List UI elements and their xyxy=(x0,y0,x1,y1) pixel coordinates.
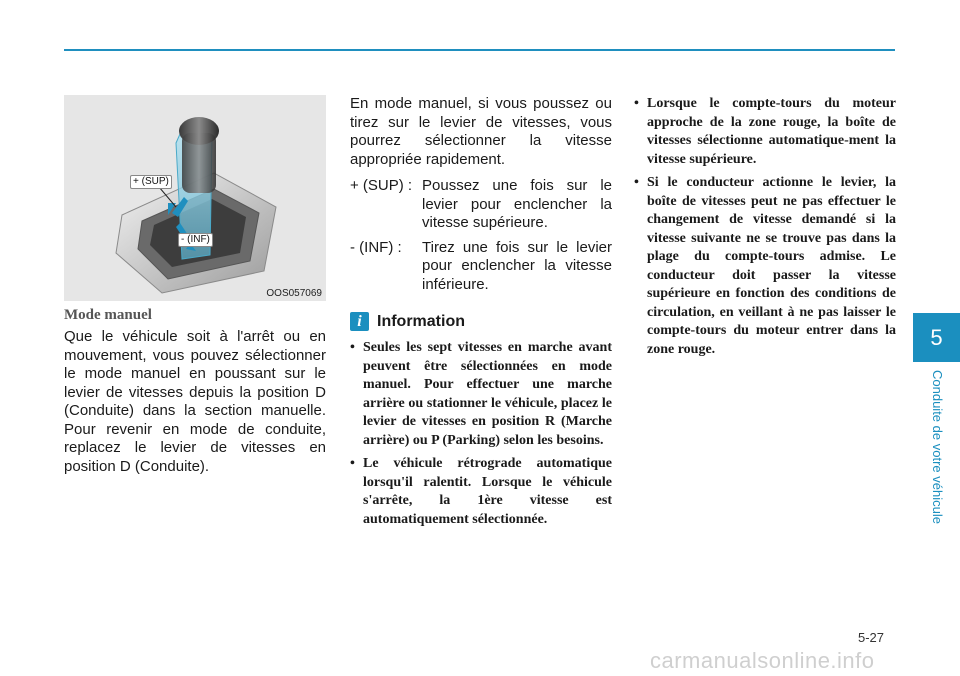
definition-row xyxy=(350,177,612,233)
watermark: carmanualsonline.info xyxy=(650,648,875,673)
information-header xyxy=(350,312,612,331)
list-item: • Lorsque le compte-tours du moteur approche de la zone rouge, la boîte de vitesses sélectionne automatique-ment la vitesse supérieure. xyxy=(634,95,896,169)
manual-mode-paragraph: Que le véhicule soit à l'arrêt ou en mouvement, vous pouvez sélectionner le mode manuel en poussant sur le levier de vitesses depuis la position D (Conduite) dans la section manuelle. Pour revenir en mode de conduite, replacez le levier de vitesses en position D (Conduite). xyxy=(64,328,326,475)
column-left xyxy=(64,95,326,476)
info-icon: i xyxy=(350,312,369,331)
list-item: • Si le conducteur actionne le levier, la boîte de vitesses peut ne pas effectuer le changement de vitesse demandé si la vitesse suivante ne se trouve pas dans la plage du compte-tours admise. Le conducteur doit passer la vitesse supérieure en fonction des conditions de circulation, en veillant à ne pas laisser le compte-tours du moteur entrer dans la zone rouge. xyxy=(634,174,896,359)
label-sup: + (SUP) xyxy=(130,175,172,189)
page-number: 5-27 xyxy=(858,630,885,645)
section-heading: Mode manuel xyxy=(64,307,152,323)
figure-code: OOS057069 xyxy=(266,288,322,299)
header-rule xyxy=(64,49,895,51)
gear-lever-illustration xyxy=(64,95,326,301)
column-right xyxy=(634,95,896,364)
notes-list xyxy=(634,95,896,359)
column-middle xyxy=(350,95,612,534)
section-tab: 5 xyxy=(913,313,960,362)
definition-value: Tirez une fois sur le levier pour enclencher la vitesse inférieure. xyxy=(422,238,612,293)
list-item: • Le véhicule rétrograde automatique lorsqu'il ralentit. Lorsque le véhicule s'arrête, la 1ère vitesse est automatiquement sélectionnée. xyxy=(350,455,612,529)
information-list xyxy=(350,339,612,529)
list-item: • Seules les sept vitesses en marche avant peuvent être sélectionnées en mode manuel. Pour effectuer une marche arrière ou stationner le véhicule, placez le levier de vitesses en position R (Marche arrière) ou P (Parking) selon les besoins. xyxy=(350,339,612,450)
gear-lever-figure xyxy=(64,95,326,301)
definition-key: - (INF) : xyxy=(350,238,402,256)
definition-value: Poussez une fois sur le levier pour enclencher la vitesse supérieure. xyxy=(422,177,612,231)
section-title-vertical: Conduite de votre véhicule xyxy=(930,370,945,524)
shift-definitions xyxy=(350,177,612,294)
definition-row xyxy=(350,239,612,295)
definition-key: + (SUP) : xyxy=(350,177,413,194)
label-inf: - (INF) xyxy=(178,233,213,247)
information-title: Information xyxy=(377,312,465,330)
intro-paragraph: En mode manuel, si vous poussez ou tirez sur le levier de vitesses, vous pourrez sélectionner la vitesse appropriée rapidement. xyxy=(350,95,612,168)
